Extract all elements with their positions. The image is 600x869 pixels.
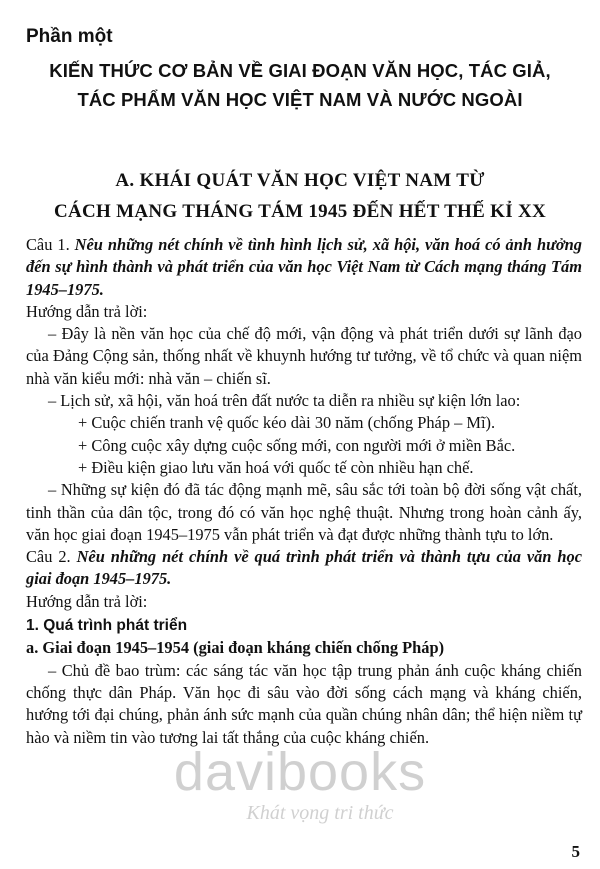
- answer-paragraph: – Lịch sử, xã hội, văn hoá trên đất nước ta diễn ra nhiều sự kiện lớn lao:: [48, 391, 521, 411]
- page-number: 5: [571, 842, 580, 861]
- answer-paragraph: – Chủ đề bao trùm: các sáng tác văn học tập trung phản ánh cuộc kháng chiến chống thực dân Pháp. Văn học đi sâu vào đời sống cách mạng và kháng chiến, hướng tới đại chúng, phản ánh sức mạnh của quần chúng nhân dân; thể hiện niềm tự hào và niềm tin vào tương lai tất thắng của cuộc kháng chiến.: [26, 660, 582, 747]
- question-2-label: Câu 2.: [26, 547, 71, 567]
- question-1: [26, 234, 582, 301]
- question-1-label: Câu 1.: [26, 235, 70, 254]
- watermark-logo: davibooks: [173, 742, 427, 802]
- watermark: [150, 742, 450, 824]
- answer-guide-label: Hướng dẫn trả lời:: [26, 301, 148, 321]
- section-title-line1: A. KHÁI QUÁT VĂN HỌC VIỆT NAM TỪ: [115, 170, 485, 191]
- answer-paragraph: – Đây là nền văn học của chế độ mới, vận động và phát triển dưới sự lãnh đạo của Đảng Cộng sản, thống nhất về khuynh hướng tư tưởng, về tổ chức và quan niệm nhà văn kiểu mới: nhà văn – chiến sĩ.: [26, 324, 582, 388]
- question-1-text: Nêu những nét chính về tình hình lịch sử, xã hội, văn hoá có ảnh hưởng đến sự hình thành và phát triển của văn học Việt Nam từ Cách mạng tháng Tám 1945–1975.: [26, 235, 582, 299]
- question-2-text: Nêu những nét chính về quá trình phát triển và thành tựu của văn học giai đoạn 1945–1975.: [26, 547, 582, 589]
- bullet-item: + Công cuộc xây dựng cuộc sống mới, con người mới ở miền Bắc.: [78, 435, 516, 455]
- chapter-heading-line1: KIẾN THỨC CƠ BẢN VỀ GIAI ĐOẠN VĂN HỌC, TÁC GIẢ,: [49, 60, 551, 81]
- question-2: [26, 546, 582, 591]
- answer-paragraph: – Những sự kiện đó đã tác động mạnh mẽ, sâu sắc tới toàn bộ đời sống vật chất, tinh thần của dân tộc, trong đó có văn học nghệ thuật. Nhưng trong hoàn cảnh ấy, văn học giai đoạn 1945–1975 vẫn phát triển và đạt được những thành tựu to lớn.: [26, 480, 582, 544]
- part-label: Phần một: [26, 26, 113, 47]
- section-title-line2: CÁCH MẠNG THÁNG TÁM 1945 ĐẾN HẾT THẾ KỈ XX: [53, 201, 547, 222]
- chapter-heading-line2: TÁC PHẨM VĂN HỌC VIỆT NAM VÀ NƯỚC NGOÀI: [77, 89, 523, 110]
- subsection-heading: 1. Quá trình phát triển: [26, 617, 188, 635]
- period-heading: a. Giai đoạn 1945–1954 (giai đoạn kháng chiến chống Pháp): [26, 638, 445, 658]
- page-body: [26, 234, 582, 749]
- watermark-slogan: Khát vọng tri thức: [246, 802, 394, 824]
- bullet-item: + Điều kiện giao lưu văn hoá với quốc tế còn nhiều hạn chế.: [78, 457, 474, 477]
- bullet-item: + Cuộc chiến tranh vệ quốc kéo dài 30 năm (chống Pháp – Mĩ).: [78, 413, 496, 433]
- answer-guide-label: Hướng dẫn trả lời:: [26, 591, 148, 611]
